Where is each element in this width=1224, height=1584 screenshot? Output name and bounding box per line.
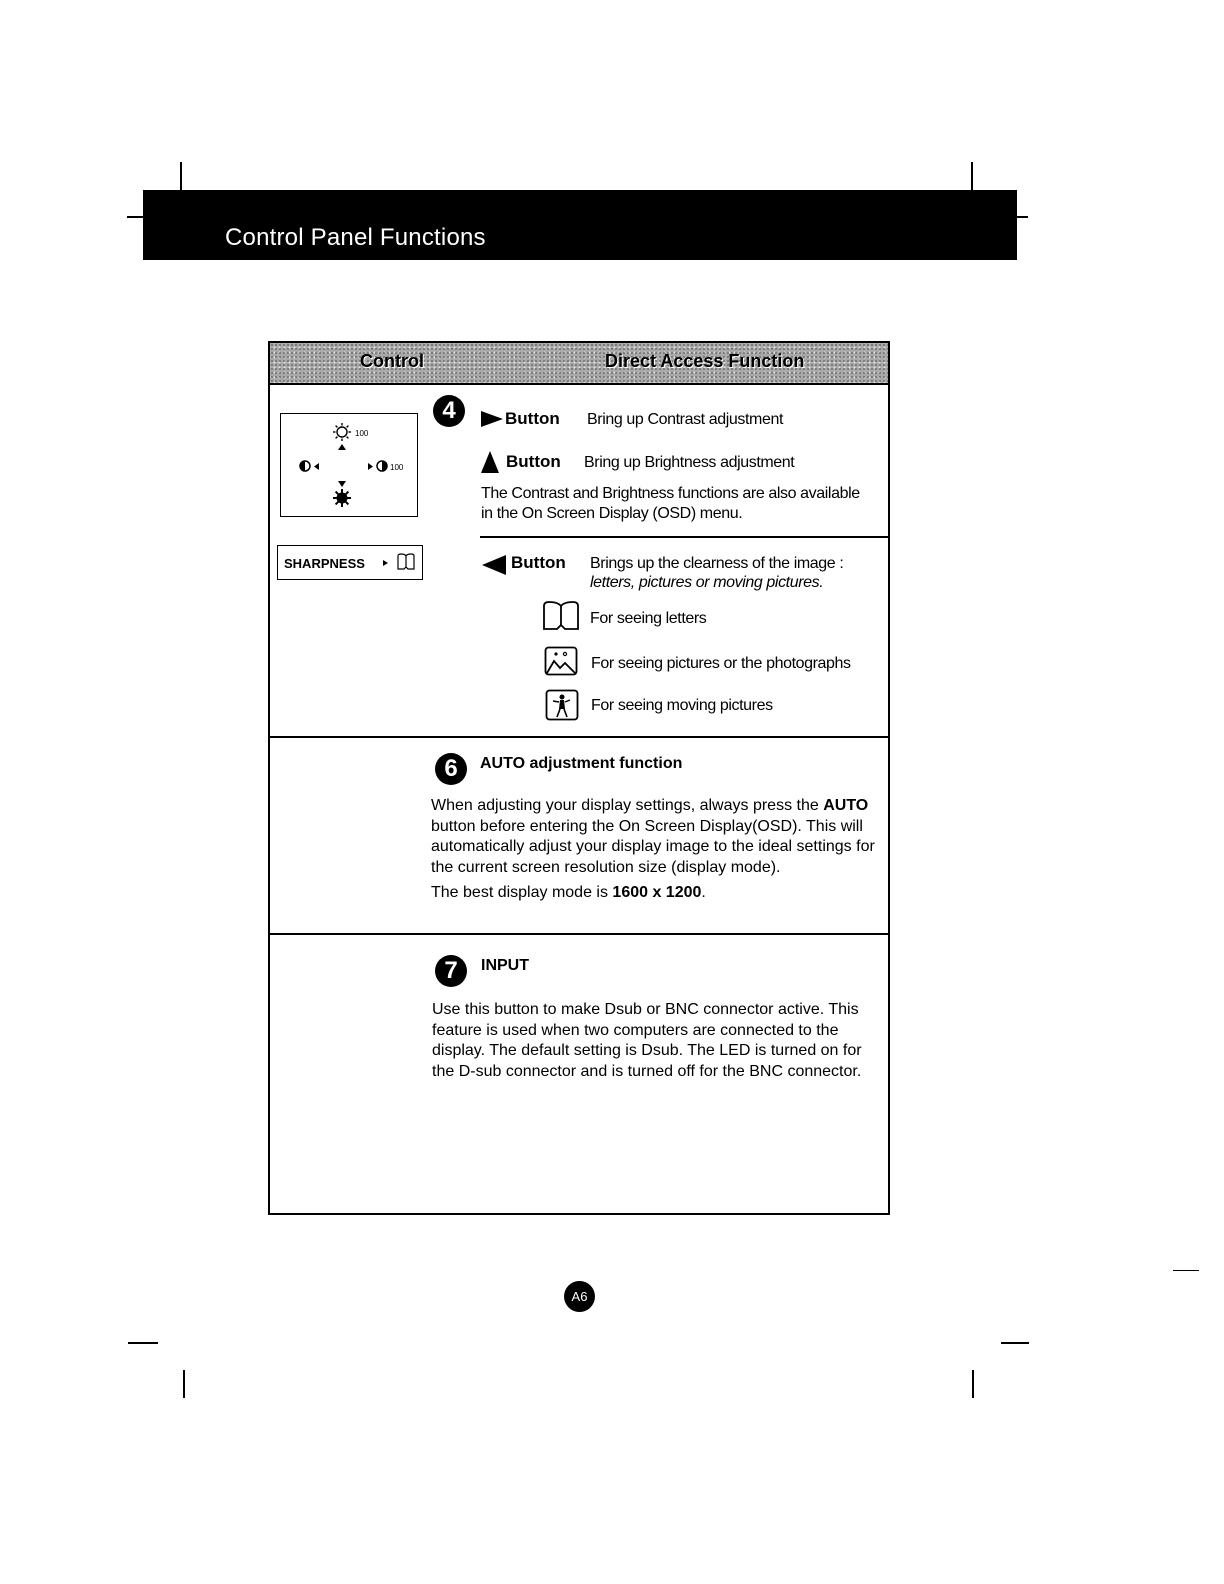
crop-mark: [971, 162, 973, 190]
left-button-label: Button: [511, 553, 566, 572]
osd-contrast-brightness: [280, 413, 418, 517]
step-number-6: 6: [435, 753, 467, 785]
crop-mark: [972, 1370, 974, 1398]
auto-paragraph: [431, 796, 886, 904]
sharpness-label: SHARPNESS: [284, 556, 365, 571]
crop-mark: [127, 216, 143, 218]
up-button-label: Button: [506, 452, 561, 471]
auto-p1-line3: automatically adjust your display image to the ideal settings for: [431, 838, 875, 855]
mode-text-pictures: For seeing pictures or the photographs: [591, 655, 851, 672]
sharpness-arrow-icon: [382, 559, 390, 567]
right-button-label: Button: [505, 409, 560, 428]
osd-top-value: 100: [355, 429, 369, 438]
col-control-header: Control: [360, 351, 424, 371]
auto-p1-bold: AUTO: [823, 797, 869, 814]
picture-icon: [544, 646, 578, 676]
moving-figure-icon: [545, 689, 579, 721]
crop-mark: [128, 1342, 158, 1344]
book-small-icon: [397, 553, 415, 571]
row-divider: [270, 736, 888, 738]
page-title: Control Panel Functions: [225, 224, 486, 251]
input-line2: feature is used when two computers are connected to the: [432, 1021, 839, 1039]
auto-p2-bold: 1600 x 1200: [612, 884, 702, 901]
up-arrow-icon: [338, 444, 346, 450]
right-arrow-icon: [368, 463, 373, 470]
input-paragraph: [432, 1000, 887, 1082]
osd-sharpness: [277, 545, 423, 580]
header-banner: [143, 190, 1017, 260]
crop-mark: [180, 162, 182, 190]
contrast-icon-left: [300, 461, 310, 471]
osd-note-line1: The Contrast and Brightness functions are also available: [481, 485, 860, 502]
crop-mark: [183, 1370, 185, 1398]
right-button-desc: Bring up Contrast adjustment: [587, 411, 784, 428]
page-number: A6: [564, 1281, 595, 1312]
osd-arrow-diagram: [281, 414, 416, 515]
section-divider: [480, 536, 890, 538]
input-line3: display. The default setting is Dsub. The LED is turned on for: [432, 1042, 862, 1059]
right-triangle-icon: [481, 411, 503, 427]
contrast-icon-right: [377, 461, 387, 471]
up-triangle-icon: [481, 451, 499, 473]
crop-mark: [1001, 1342, 1029, 1344]
left-arrow-icon: [314, 463, 319, 470]
sharpness-desc-line2: letters, pictures or moving pictures.: [590, 574, 824, 591]
left-triangle-icon: [482, 555, 506, 575]
auto-p2-end: .: [701, 884, 706, 901]
input-line1: Use this button to make Dsub or BNC connector active. This: [432, 1001, 859, 1018]
function-table: [268, 341, 890, 1215]
mode-text-letters: For seeing letters: [590, 610, 707, 627]
auto-p1-line4: the current screen resolution size (display mode).: [431, 858, 781, 876]
osd-note-line2: in the On Screen Display (OSD) menu.: [481, 505, 743, 522]
up-button-desc: Bring up Brightness adjustment: [584, 454, 795, 471]
down-arrow-icon: [338, 481, 346, 487]
col-function-header: Direct Access Function: [605, 351, 805, 371]
row-divider: [270, 933, 888, 935]
auto-title: AUTO adjustment function: [480, 755, 683, 772]
brightness-filled-icon: [333, 489, 351, 507]
crop-mark: [1173, 1270, 1199, 1271]
step-number-7: 7: [435, 955, 467, 987]
input-title: INPUT: [481, 957, 529, 974]
mode-text-moving: For seeing moving pictures: [591, 697, 773, 714]
auto-p1-line2: button before entering the On Screen Display(OSD). This will: [431, 817, 863, 835]
crop-mark: [1017, 216, 1028, 218]
brightness-outline-icon: [333, 423, 351, 441]
auto-p1-a: When adjusting your display settings, always press the: [431, 797, 824, 814]
input-line4: the D-sub connector and is turned off for the BNC connector.: [432, 1062, 862, 1080]
step-number-4: 4: [433, 395, 465, 427]
book-icon: [542, 600, 580, 632]
osd-right-value: 100: [390, 463, 404, 472]
auto-p2-a: The best display mode is: [431, 884, 613, 901]
table-header: [270, 343, 888, 385]
sharpness-desc-line1: Brings up the clearness of the image :: [590, 555, 844, 572]
